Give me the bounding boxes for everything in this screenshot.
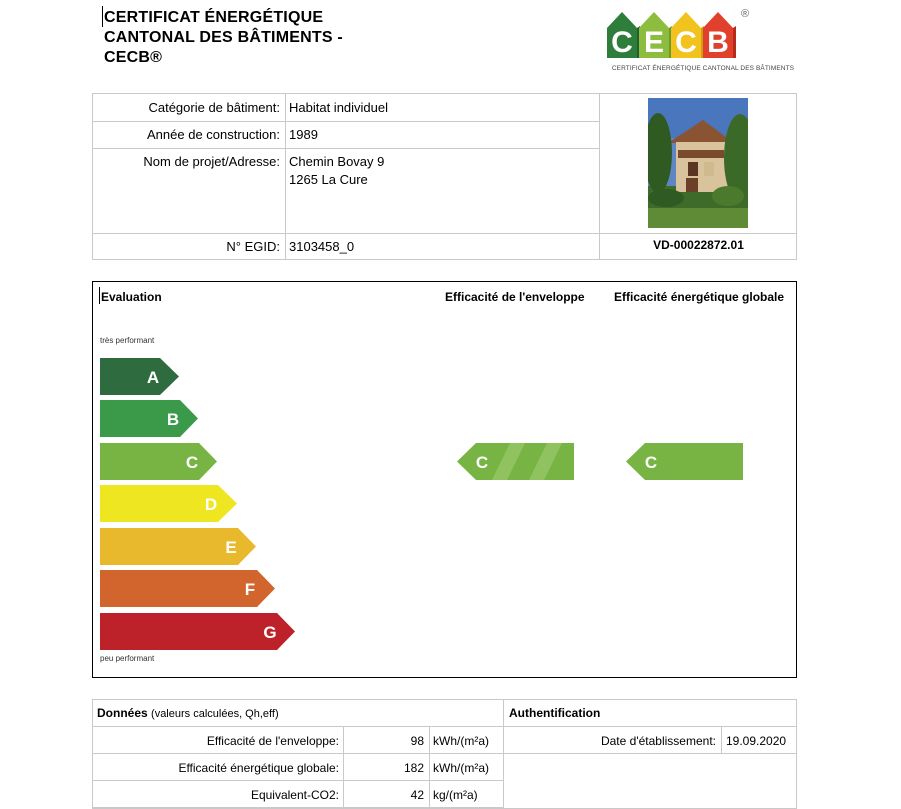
- auth-row-date: [503, 727, 796, 754]
- global-class-indicator: [626, 443, 744, 480]
- text-cursor: [102, 6, 103, 27]
- global-efficiency-label: Efficacité énergétique globale:: [178, 761, 339, 775]
- egid-label: N° EGID:: [226, 239, 280, 254]
- cecb-logo: [604, 4, 800, 74]
- info-row-address: [93, 148, 599, 234]
- class-g-letter: G: [263, 623, 277, 642]
- logo-caption: CERTIFICAT ÉNERGÉTIQUE CANTONAL DES BÂTIMENTS: [611, 65, 795, 72]
- class-a-shape: [100, 358, 179, 395]
- co2-unit: kg/(m²a): [433, 788, 478, 802]
- class-arrow-a: [100, 358, 180, 395]
- data-subtitle: (valeurs calculées, Qh,eff): [151, 708, 279, 720]
- info-row-year: [93, 121, 599, 149]
- title-line-2: CANTONAL DES BÂTIMENTS -: [104, 29, 343, 46]
- data-title: Données: [97, 706, 148, 720]
- date-label: Date d'établissement:: [600, 734, 716, 748]
- class-d-letter: D: [204, 495, 218, 514]
- document-title: [104, 8, 434, 68]
- logo-letter-3: C: [675, 26, 697, 59]
- class-b-shape: [100, 400, 198, 437]
- data-row-envelope: [93, 727, 503, 754]
- evaluation-panel: [92, 281, 797, 678]
- info-row-category: [93, 94, 599, 122]
- egid-value: 3103458_0: [289, 239, 355, 254]
- envelope-efficiency-label: Efficacité de l'enveloppe:: [206, 734, 339, 748]
- class-arrow-c: [100, 443, 218, 480]
- class-e-letter: E: [225, 538, 237, 557]
- envelope-class-indicator: [457, 443, 575, 480]
- logo-registered-mark: ®: [741, 8, 750, 20]
- data-table: [92, 699, 797, 809]
- panel-cursor-mark: [99, 287, 100, 304]
- evaluation-heading: Evaluation: [101, 290, 162, 304]
- class-c-shape: [100, 443, 217, 480]
- data-row-global: [93, 754, 503, 781]
- envelope-efficiency-unit: kWh/(m²a): [433, 734, 489, 748]
- global-efficiency-value: 182: [403, 761, 424, 775]
- class-arrow-d: [100, 485, 238, 522]
- co2-label: Equivalent-CO2:: [250, 788, 339, 802]
- title-line-3: CECB®: [104, 49, 163, 66]
- global-heading: Efficacité énergétique globale: [614, 290, 785, 304]
- class-b-letter: B: [166, 410, 180, 429]
- title-line-1: CERTIFICAT ÉNERGÉTIQUE: [104, 9, 324, 26]
- certificate-id: VD-00022872.01: [653, 238, 744, 252]
- logo-letter-2: E: [643, 26, 665, 59]
- auth-title: Authentification: [509, 706, 601, 720]
- envelope-efficiency-value: 98: [410, 734, 424, 748]
- logo-letter-1: C: [611, 26, 633, 59]
- envelope-class-letter: C: [475, 453, 489, 472]
- global-class-letter: C: [644, 453, 658, 472]
- building-info-table: [92, 93, 797, 260]
- envelope-heading: Efficacité de l'enveloppe: [445, 290, 585, 304]
- class-arrow-e: [100, 528, 257, 565]
- class-arrow-g: [100, 613, 296, 650]
- category-label: Catégorie de bâtiment:: [148, 100, 280, 115]
- year-value: 1989: [289, 127, 318, 142]
- address-label: Nom de projet/Adresse:: [143, 154, 280, 169]
- building-photo: [648, 98, 748, 228]
- bottom-scale-note: peu performant: [100, 654, 155, 663]
- info-row-egid: [93, 233, 599, 259]
- category-value: Habitat individuel: [289, 100, 389, 115]
- global-efficiency-unit: kWh/(m²a): [433, 761, 489, 775]
- address-line-1: Chemin Bovay 9: [289, 154, 385, 169]
- logo-letter-4: B: [707, 26, 729, 59]
- class-f-letter: F: [244, 580, 256, 599]
- address-line-2: 1265 La Cure: [289, 172, 368, 187]
- class-arrow-f: [100, 570, 276, 607]
- data-heading: [97, 706, 279, 720]
- co2-value: 42: [410, 788, 424, 802]
- class-arrow-b: [100, 400, 199, 437]
- class-a-letter: A: [146, 368, 160, 387]
- year-label: Année de construction:: [147, 127, 280, 142]
- date-value: 19.09.2020: [726, 734, 787, 748]
- class-c-letter: C: [185, 453, 199, 472]
- top-scale-note: très performant: [100, 336, 155, 345]
